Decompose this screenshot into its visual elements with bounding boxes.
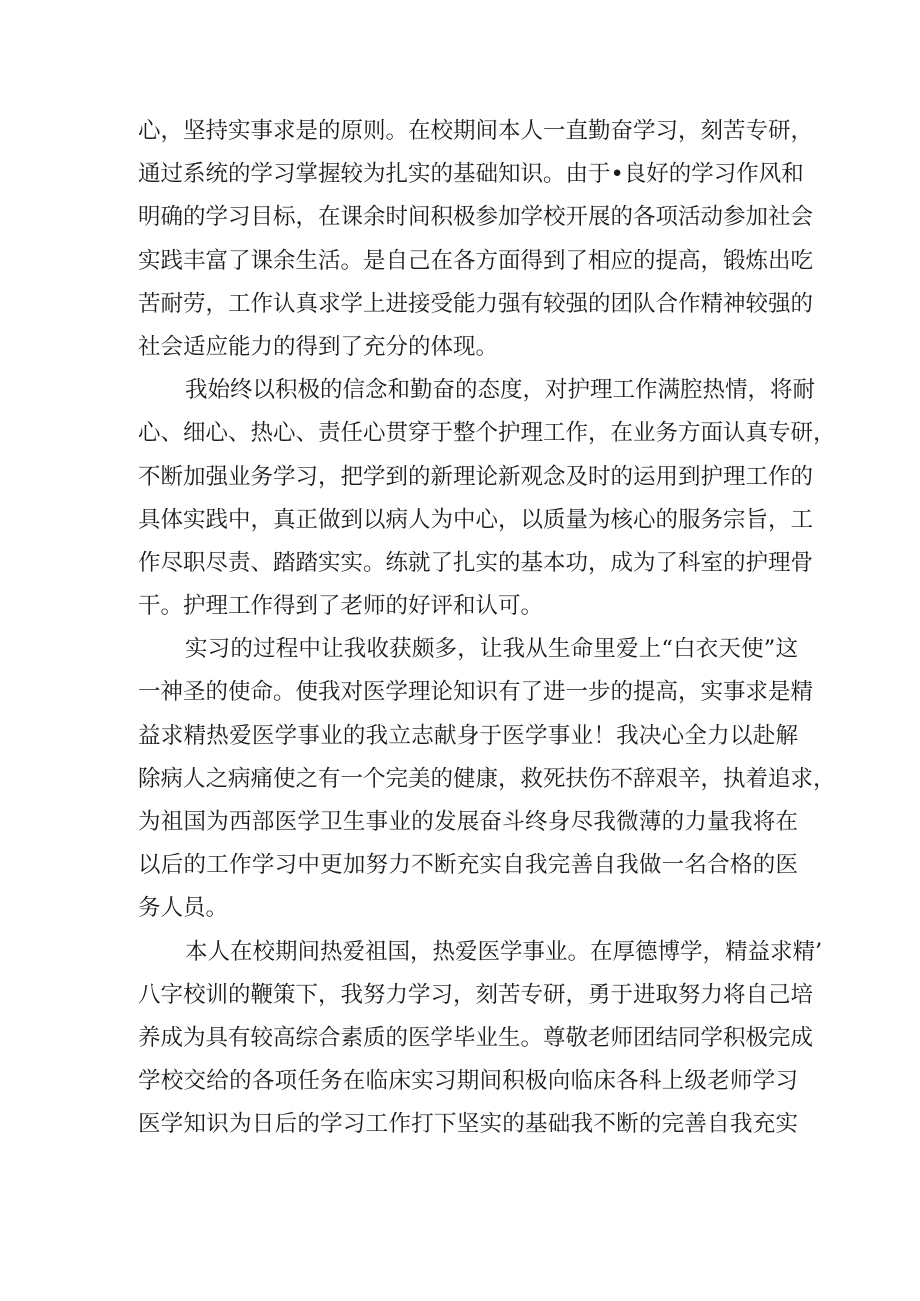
text-line: 益求精热爱医学事业的我立志献身于医学事业！我决心全力以赴解 <box>138 722 798 749</box>
text-line: 我始终以积极的信念和勤奋的态度，对护理工作满腔热情，将耐 <box>185 377 816 404</box>
paragraph <box>138 369 836 628</box>
text-line: 一神圣的使命。使我对医学理论知识有了进一步的提高，实事求是精 <box>138 679 814 706</box>
text-line: 除病人之病痛使之有一个完美的健康，救死扶伤不辞艰辛，执着追求， <box>138 765 836 792</box>
text-line: 学校交给的各项任务在临床实习期间积极向临床各科上级老师学习 <box>138 1068 798 1095</box>
paragraph <box>138 110 814 369</box>
text-line: 心、细心、热心、责任心贯穿于整个护理工作，在业务方面认真专研， <box>138 420 836 447</box>
text-line: 为祖国为西部医学卫生事业的发展奋斗终身尽我微薄的力量我将在 <box>138 809 798 835</box>
text-line: 实践丰富了课余生活。是自己在各方面得到了相应的提高，锻炼出吃 <box>138 247 814 274</box>
text-line: 明确的学习目标，在课余时间积极参加学校开展的各项活动参加社会 <box>138 204 814 231</box>
text-line: 养成为具有较高综合素质的医学毕业生。尊敬老师团结同学积极完成 <box>138 1024 814 1051</box>
text-line: 作尽职尽责、踏踏实实。练就了扎实的基本功，成为了科室的护理骨 <box>138 549 814 576</box>
paragraph <box>138 931 823 1147</box>
text-line: 八字校训的鞭策下，我努力学习，刻苦专研，勇于进取努力将自己培 <box>138 981 814 1008</box>
text-line: 苦耐劳，工作认真求学上进接受能力强有较强的团队合作精神较强的 <box>138 290 814 317</box>
paragraph <box>138 628 836 930</box>
text-line: 通过系统的学习掌握较为扎实的基础知识。由于•良好的学习作风和 <box>138 161 804 188</box>
text-line: 务人员。 <box>138 895 229 922</box>
document-body <box>138 110 836 1147</box>
text-line: 心，坚持实事求是的原则。在校期间本人一直勤奋学习，刻苦专研， <box>138 118 814 144</box>
text-line: 干。护理工作得到了老师的好评和认可。 <box>138 593 544 620</box>
text-line: 社会适应能力的得到了充分的体现。 <box>138 333 499 360</box>
text-line: 具体实践中，真正做到以病人为中心，以质量为核心的服务宗旨，工 <box>138 506 814 533</box>
text-line: 医学知识为日后的学习工作打下坚实的基础我不断的完善自我充实 <box>138 1111 798 1138</box>
text-line: 实习的过程中让我收获颇多，让我从生命里爱上“白衣天使”这 <box>185 636 798 663</box>
text-line: 本人在校期间热爱祖国，热爱医学事业。在厚德博学，精益求精’ <box>185 938 823 965</box>
text-line: 以后的工作学习中更加努力不断充实自我完善自我做一名合格的医 <box>138 852 798 879</box>
text-line: 不断加强业务学习，把学到的新理论新观念及时的运用到护理工作的 <box>138 463 814 490</box>
